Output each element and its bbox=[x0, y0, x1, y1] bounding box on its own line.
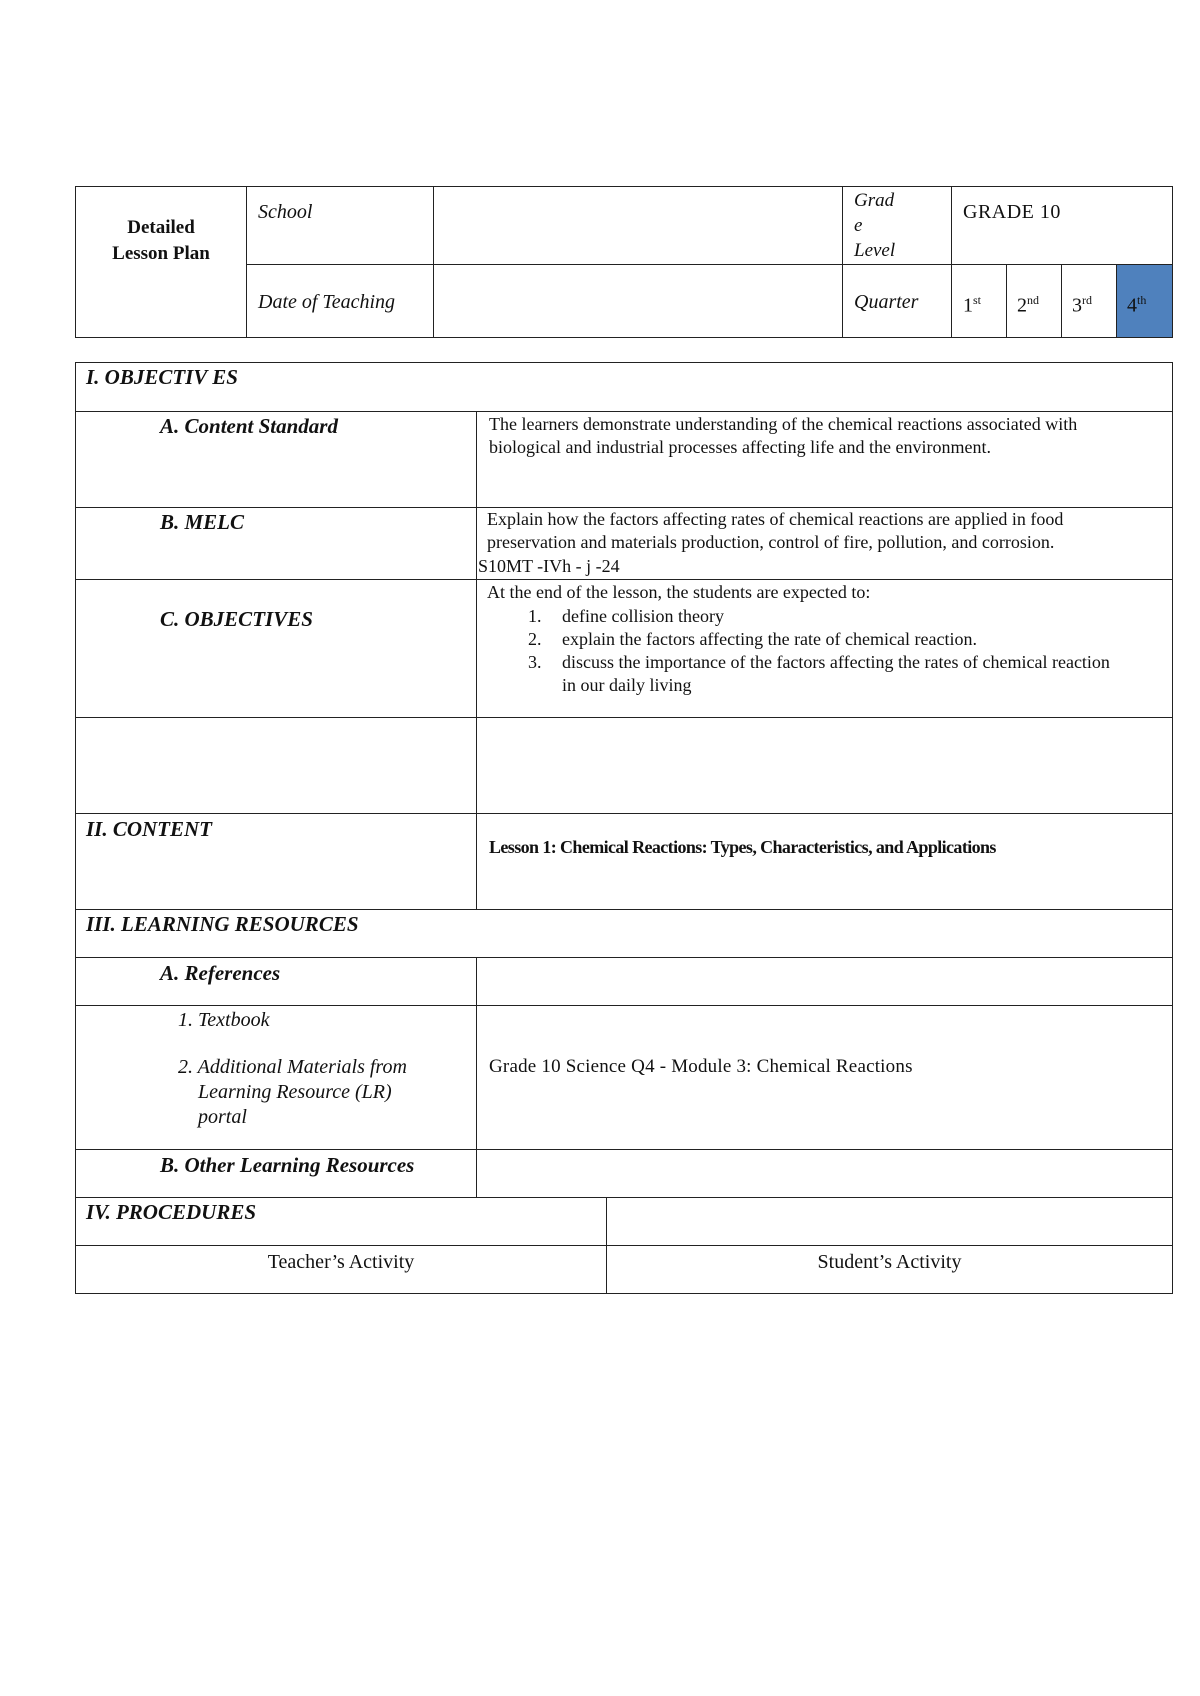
list-item: 3. discuss the importance of the factors affecting the rates of chemical reaction in our daily living bbox=[528, 652, 1110, 696]
school-value[interactable] bbox=[445, 200, 835, 230]
list-item: 2. explain the factors affecting the rate of chemical reaction. bbox=[528, 629, 977, 650]
melc-code: S10MT -IVh - j -24 bbox=[478, 556, 620, 576]
melc-label: B. MELC bbox=[160, 510, 245, 534]
objectives-heading: I. OBJECTIV ES bbox=[86, 365, 238, 389]
date-of-teaching-value[interactable] bbox=[445, 290, 835, 320]
teacher-activity-header: Teacher’s Activity bbox=[267, 1251, 415, 1273]
quarter-option-4: 4th bbox=[1127, 293, 1147, 317]
procedures-heading: IV. PROCEDURES bbox=[86, 1200, 257, 1224]
additional-materials-value: Grade 10 Science Q4 - Module 3: Chemical Reactions bbox=[489, 1056, 913, 1077]
doc-title: Detailed Lesson Plan bbox=[112, 217, 210, 264]
content-standard-text: The learners demonstrate understanding of the chemical reactions associated with biological and industrial processes affecting life and the environment. bbox=[489, 414, 1078, 457]
school-label: School bbox=[258, 201, 313, 223]
learning-resources-heading: III. LEARNING RESOURCES bbox=[86, 912, 359, 936]
textbook-value[interactable] bbox=[489, 1008, 1159, 1038]
content-standard-label: A. Content Standard bbox=[160, 414, 338, 438]
date-of-teaching-label: Date of Teaching bbox=[258, 291, 396, 313]
quarter-label: Quarter bbox=[854, 291, 919, 313]
references-label: A. References bbox=[160, 961, 281, 985]
content-heading: II. CONTENT bbox=[86, 817, 213, 841]
other-learning-resources-label: B. Other Learning Resources bbox=[160, 1153, 415, 1177]
objectives-list bbox=[528, 605, 1128, 697]
textbook-label: 1. Textbook bbox=[178, 1009, 270, 1031]
student-activity-header: Student’s Activity bbox=[817, 1251, 962, 1273]
lesson-title: Lesson 1: Chemical Reactions: Types, Characteristics, and Applications bbox=[489, 837, 996, 857]
grade-level-value: GRADE 10 bbox=[963, 201, 1061, 223]
melc-text: Explain how the factors affecting rates of chemical reactions are applied in food preservation and materials production, control of fire, pollution, and corrosion. bbox=[487, 509, 1064, 552]
objectives-intro: At the end of the lesson, the students are expected to: bbox=[487, 582, 871, 602]
additional-materials-label: 2. Additional Materials from Learning Resource (LR) portal bbox=[178, 1056, 407, 1128]
list-item: 1. define collision theory bbox=[528, 606, 724, 626]
quarter-option-1: 1st bbox=[963, 293, 982, 317]
quarter-option-3: 3rd bbox=[1072, 293, 1092, 317]
objectives-sub-label: C. OBJECTIVES bbox=[160, 607, 313, 631]
grade-level-label: Grad e Level bbox=[854, 190, 896, 261]
quarter-option-2: 2nd bbox=[1017, 293, 1039, 317]
